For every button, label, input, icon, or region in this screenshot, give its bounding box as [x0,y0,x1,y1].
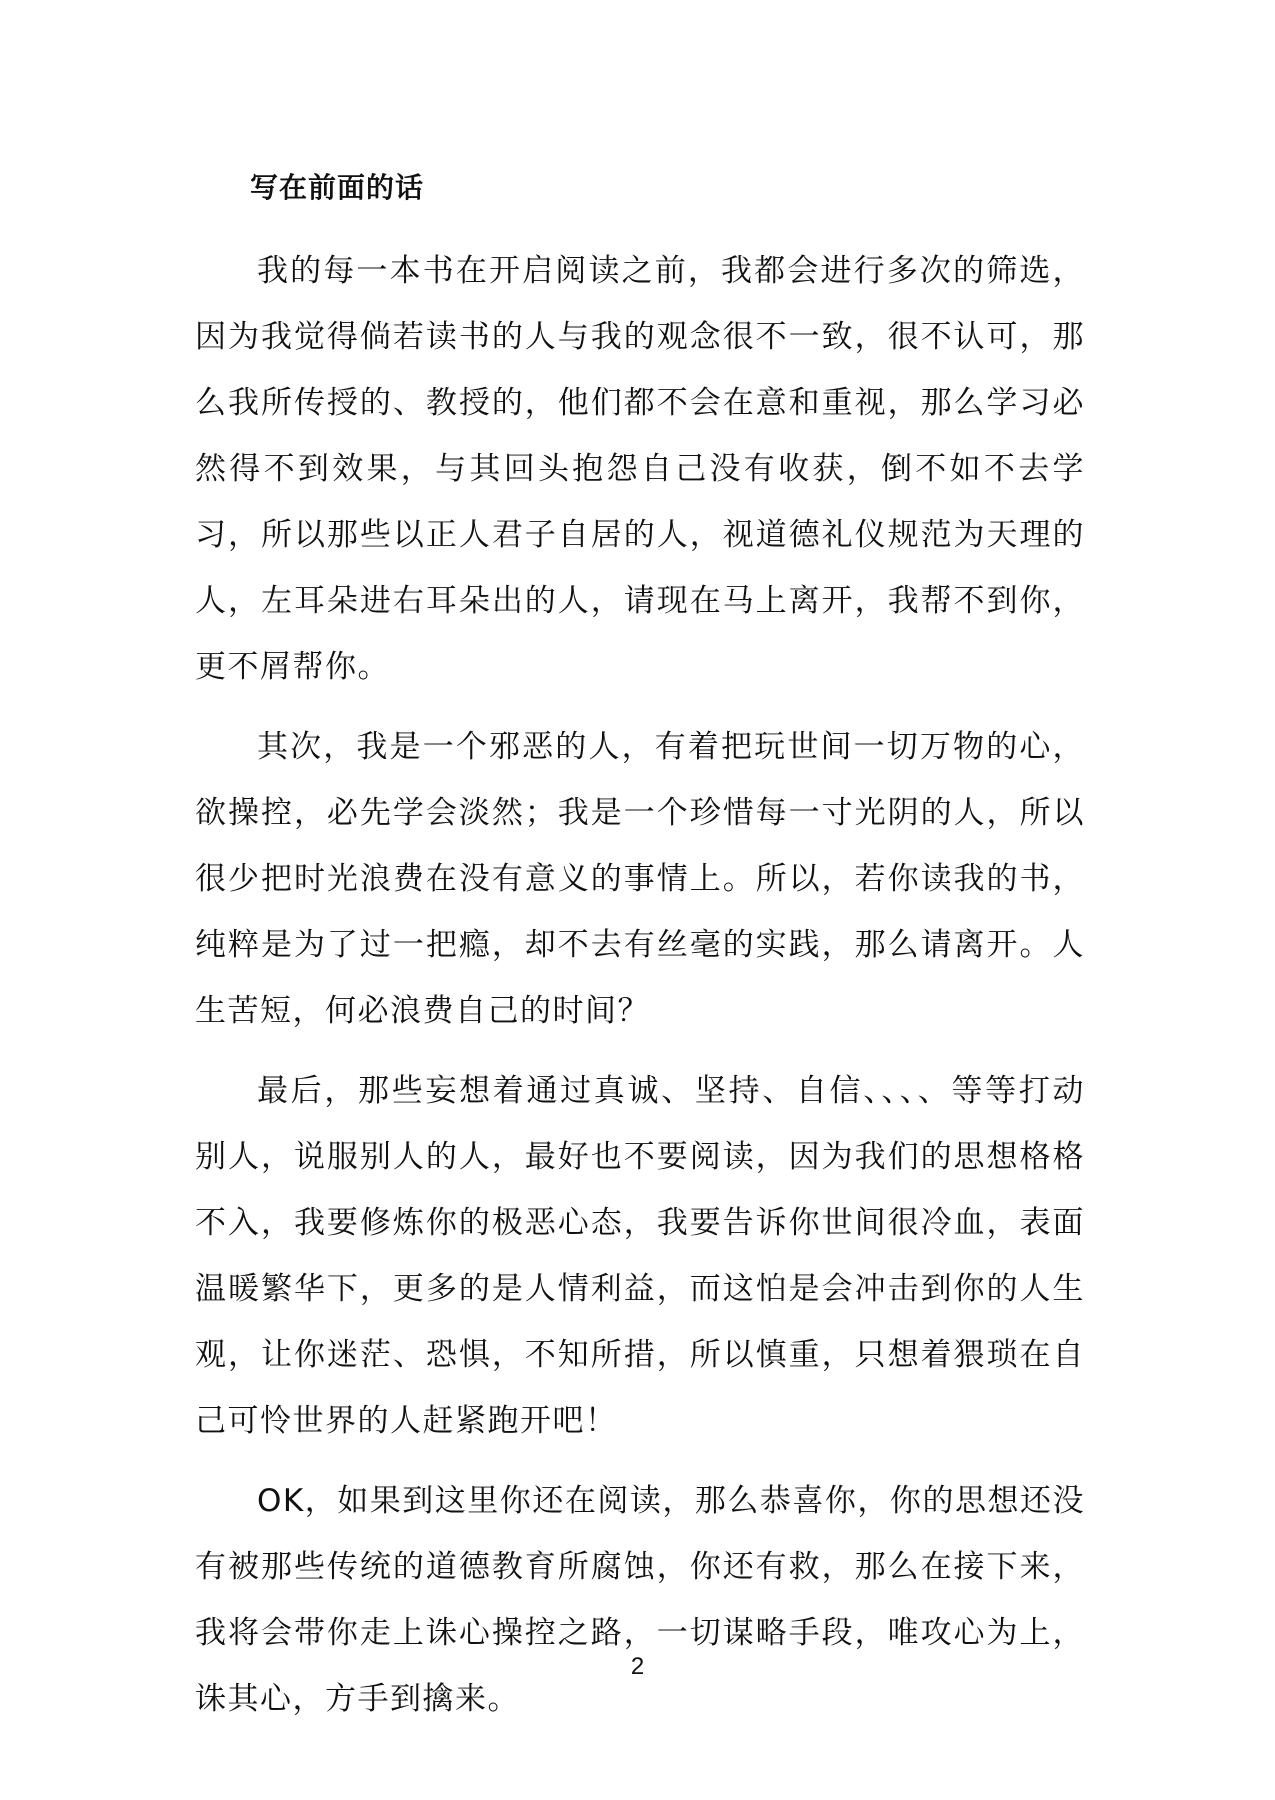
paragraph-2: 其次，我是一个邪恶的人，有着把玩世间一切万物的心，欲操控，必先学会淡然；我是一个珍惜每一寸光阴的人，所以很少把时光浪费在没有意义的事情上。所以，若你读我的书，纯粹是为了过一把瘾，却不去有丝毫的实践，那么请离开。人生苦短，何必浪费自己的时间？ [195,729,1085,1029]
paragraph-4: OK，如果到这里你还在阅读，那么恭喜你，你的思想还没有被那些传统的道德教育所腐蚀，你还有救，那么在接下来，我将会带你走上诛心操控之路，一切谋略手段，唯攻心为上，诛其心，方手到擒来。 [195,1483,1085,1717]
paragraph-1: 我的每一本书在开启阅读之前，我都会进行多次的筛选，因为我觉得倘若读书的人与我的观念很不一致，很不认可，那么我所传授的、教授的，他们都不会在意和重视，那么学习必然得不到效果，与其回头抱怨自己没有收获，倒不如不去学习，所以那些以正人君子自居的人，视道德礼仪规范为天理的人，左耳朵进右耳朵出的人，请现在马上离开，我帮不到你，更不屑帮你。 [195,253,1085,685]
paragraph-3: 最后，那些妄想着通过真诚、坚持、自信、、、、等等打动别人，说服别人的人，最好也不要阅读，因为我们的思想格格不入，我要修炼你的极恶心态，我要告诉你世间很冷血，表面温暖繁华下，更多的是人情利益，而这怕是会冲击到你的人生观，让你迷茫、恐惧，不知所措，所以慎重，只想着猥琐在自己可怜世界的人赶紧跑开吧！ [195,1073,1085,1439]
page-content [195,168,1085,1746]
section-heading: 写在前面的话 [250,171,425,204]
page-number: 2 [630,1653,645,1680]
